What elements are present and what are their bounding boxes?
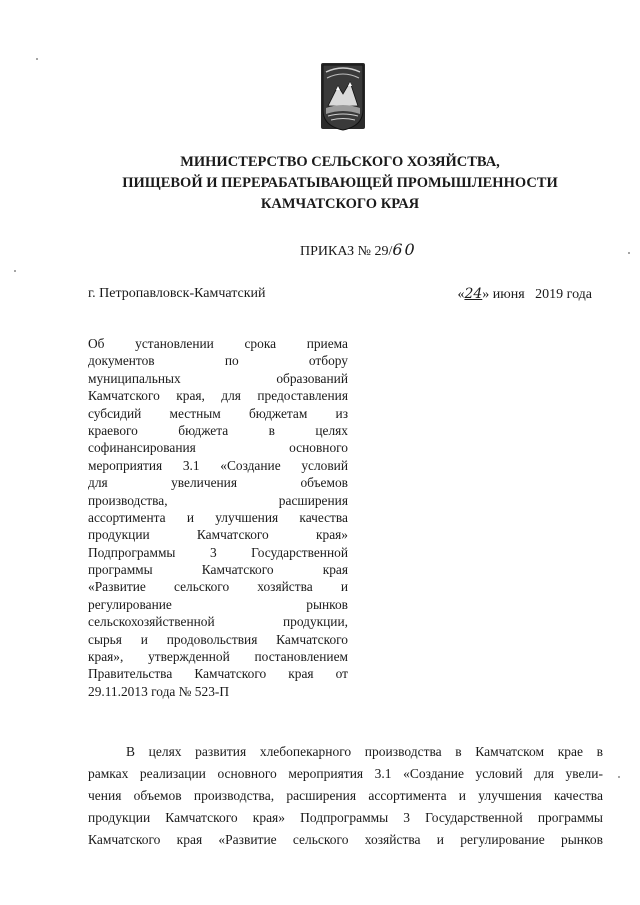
order-date — [457, 286, 592, 303]
date-year: 2019 года — [535, 287, 592, 302]
subject-line: софинансирования основного — [88, 440, 348, 456]
subject-line: краевого бюджета в целях — [88, 422, 348, 438]
scan-speck — [628, 252, 630, 254]
subject-line: ассортимента и улучшения качества — [88, 509, 348, 525]
ministry-line-2: ПИЩЕВОЙ И ПЕРЕРАБАТЫВАЮЩЕЙ ПРОМЫШЛЕННОСТИ — [122, 175, 558, 191]
subject-line: программы Камчатского края — [88, 562, 348, 578]
subject-line: мероприятия 3.1 «Создание условий — [88, 457, 348, 473]
subject-line: «Развитие сельского хозяйства и — [88, 579, 348, 595]
coat-of-arms-icon — [320, 62, 366, 132]
subject-line: Об установлении срока приема — [88, 336, 348, 351]
subject-line: субсидий местным бюджетам из — [88, 405, 348, 421]
date-day-handwritten: 24 — [464, 286, 483, 302]
order-number-handwritten: 60 — [392, 240, 417, 259]
subject-line: края», утвержденной постановлением — [88, 649, 348, 665]
place-of-issue: г. Петропавловск-Камчатский — [88, 286, 266, 301]
subject-line: документов по отбору — [88, 353, 348, 369]
ministry-line-1: МИНИСТЕРСТВО СЕЛЬСКОГО ХОЗЯЙСТВА, — [180, 154, 500, 170]
order-subject — [88, 335, 348, 700]
subject-line: для увеличения объемов — [88, 475, 348, 491]
order-preamble — [88, 741, 603, 851]
body-line: рамках реализации основного мероприятия 3.1 «Создание условий для увели- — [88, 766, 603, 781]
ministry-line-3: КАМЧАТСКОГО КРАЯ — [260, 196, 420, 212]
subject-line: Правительства Камчатского края от — [88, 666, 348, 682]
date-open-quote: « — [457, 287, 465, 302]
subject-line: Подпрограммы 3 Государственной — [88, 544, 348, 560]
subject-line: муниципальных образований — [88, 370, 348, 386]
body-line: чения объемов производства, расширения ассортимента и улучшения качества — [88, 788, 603, 803]
subject-line: продукции Камчатского края» — [88, 527, 348, 543]
body-line: Камчатского края «Развитие сельского хозяйства и регулирование рынков — [88, 832, 603, 847]
body-line: продукции Камчатского края» Подпрограммы 3 Государственной программы — [88, 810, 603, 825]
body-line: В целях развития хлебопекарного производства в Камчатском крае в — [126, 744, 603, 759]
scan-speck — [618, 776, 620, 778]
subject-line: Камчатского края, для предоставления — [88, 388, 348, 404]
subject-line: сельскохозяйственной продукции, — [88, 614, 348, 630]
subject-line: 29.11.2013 года № 523-П — [88, 683, 230, 699]
ministry-title — [60, 152, 620, 215]
subject-line: регулирование рынков — [88, 596, 348, 612]
subject-line: сырья и продовольствия Камчатского — [88, 631, 348, 647]
order-number — [300, 240, 417, 260]
scan-speck — [36, 58, 38, 60]
date-month: » июня — [482, 287, 525, 302]
order-label: ПРИКАЗ № 29/ — [300, 244, 393, 259]
scan-speck — [14, 270, 16, 272]
subject-line: производства, расширения — [88, 492, 348, 508]
